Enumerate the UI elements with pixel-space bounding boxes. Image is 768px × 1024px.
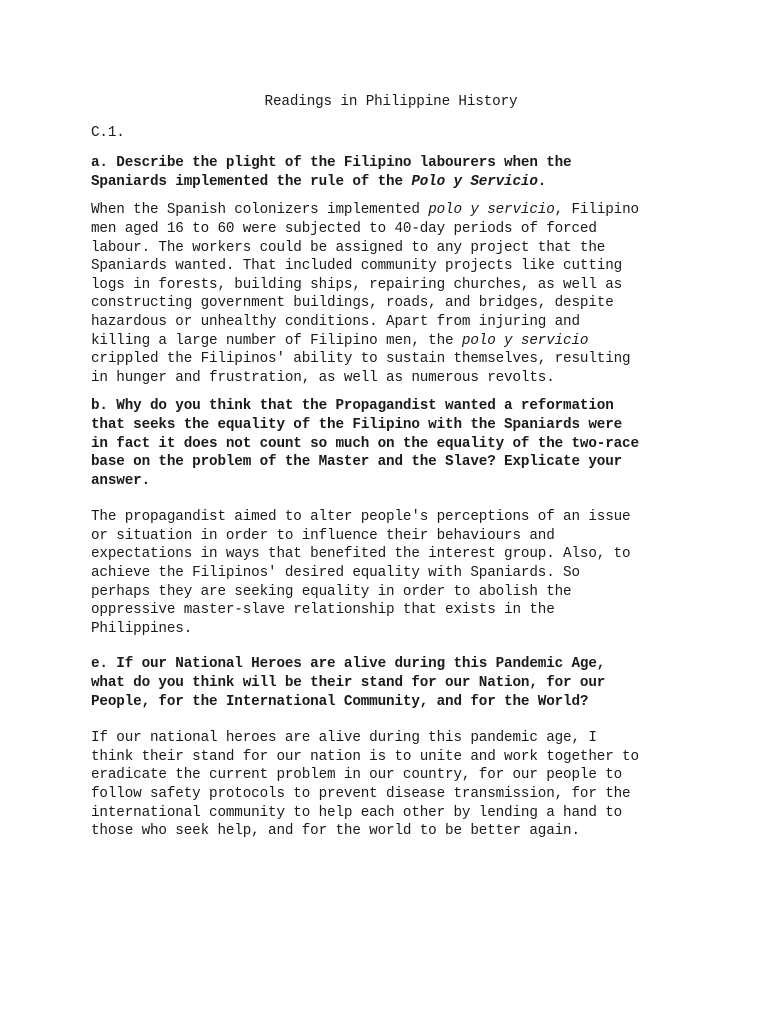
text-line <box>91 601 691 620</box>
text-segment: follow safety protocols to prevent disease transmission, for the <box>91 786 631 802</box>
text-segment: achieve the Filipinos' desired equality with Spaniards. So <box>91 565 580 582</box>
text-line <box>91 220 691 239</box>
answer-text <box>91 201 691 387</box>
text-segment: expectations in ways that benefited the interest group. Also, to <box>91 546 631 563</box>
text-line <box>91 693 691 712</box>
text-line <box>91 154 691 173</box>
text-segment: think their stand for our nation is to unite and work together to <box>91 748 639 765</box>
text-line <box>91 369 691 388</box>
italic-text: Polo y Servicio <box>411 173 538 190</box>
text-line <box>91 201 691 220</box>
text-segment: killing a large number of Filipino men, the <box>91 332 462 349</box>
text-line <box>91 583 691 602</box>
text-segment: answer. <box>91 472 151 489</box>
text-segment: logs in forests, building ships, repairing churches, as well as <box>91 276 623 293</box>
text-segment: eradicate the current problem in our country, for our people to <box>91 767 623 784</box>
text-segment: perhaps they are seeking equality in order to abolish the <box>91 583 572 600</box>
question-text <box>91 154 691 191</box>
text-segment: People, for the International Community, and for the World? <box>91 693 589 710</box>
question-text <box>91 655 691 711</box>
text-line <box>91 527 691 546</box>
text-line <box>91 822 691 841</box>
qa-block <box>91 655 691 840</box>
italic-text: polo y servicio <box>428 202 555 219</box>
text-segment: base on the problem of the Master and the Slave? Explicate your <box>91 454 623 471</box>
text-segment: b. Why do you think that the Propagandist wanted a reformation <box>91 398 614 415</box>
text-segment: international community to help each other by lending a hand to <box>91 804 623 821</box>
document-title: Readings in Philippine History <box>264 94 518 110</box>
text-line <box>91 674 691 693</box>
text-line <box>91 766 691 785</box>
text-line <box>91 435 691 454</box>
text-segment: Philippines. <box>91 620 193 637</box>
text-segment: what do you think will be their stand for our Nation, for our <box>91 675 606 692</box>
document-page <box>91 93 691 841</box>
text-segment: If our national heroes are alive during this pandemic age, I <box>91 730 597 747</box>
text-line <box>91 453 691 472</box>
text-segment: e. If our National Heroes are alive during this Pandemic Age, <box>91 656 606 673</box>
text-line <box>91 294 691 313</box>
text-line <box>91 239 691 258</box>
text-line <box>91 472 691 491</box>
text-segment: , Filipino <box>554 202 639 219</box>
text-line <box>91 748 691 767</box>
text-line <box>91 508 691 527</box>
text-line <box>91 804 691 823</box>
qa-list <box>91 154 691 841</box>
text-segment: in fact it does not count so much on the equality of the two-race <box>91 435 639 452</box>
text-line <box>91 785 691 804</box>
qa-block <box>91 397 691 638</box>
text-line <box>91 545 691 564</box>
text-segment: . <box>537 173 547 190</box>
text-segment: Spaniards implemented the rule of the <box>91 173 412 190</box>
text-segment: or situation in order to influence their behaviours and <box>91 527 555 544</box>
text-line <box>91 620 691 639</box>
text-line <box>91 350 691 369</box>
text-segment: oppressive master-slave relationship that exists in the <box>91 602 555 619</box>
question-text <box>91 397 691 490</box>
text-line <box>91 416 691 435</box>
text-line <box>91 729 691 748</box>
text-segment: in hunger and frustration, as well as numerous revolts. <box>91 369 555 386</box>
text-segment: crippled the Filipinos' ability to sustain themselves, resulting <box>91 351 631 368</box>
text-segment: hazardous or unhealthy conditions. Apart from injuring and <box>91 313 580 330</box>
text-segment: The propagandist aimed to alter people's perceptions of an issue <box>91 509 631 526</box>
text-line <box>91 655 691 674</box>
answer-text <box>91 508 691 638</box>
section-label: C.1. <box>91 124 125 141</box>
qa-block <box>91 154 691 387</box>
text-line <box>91 564 691 583</box>
text-segment: a. Describe the plight of the Filipino labourers when the <box>91 155 572 172</box>
text-line <box>91 257 691 276</box>
text-segment: constructing government buildings, roads, and bridges, despite <box>91 295 614 312</box>
text-segment: men aged 16 to 60 were subjected to 40-day periods of forced <box>91 220 597 237</box>
text-line <box>91 397 691 416</box>
text-line <box>91 173 691 192</box>
text-segment: When the Spanish colonizers implemented <box>91 202 429 219</box>
italic-text: polo y servicio <box>461 332 589 349</box>
text-segment: that seeks the equality of the Filipino with the Spaniards were <box>91 416 623 433</box>
text-segment: those who seek help, and for the world to be better again. <box>91 823 580 840</box>
text-line <box>91 332 691 351</box>
text-line <box>91 313 691 332</box>
text-segment: Spaniards wanted. That included community projects like cutting <box>91 258 623 275</box>
answer-text <box>91 729 691 841</box>
text-line <box>91 276 691 295</box>
text-segment: labour. The workers could be assigned to any project that the <box>91 239 606 256</box>
